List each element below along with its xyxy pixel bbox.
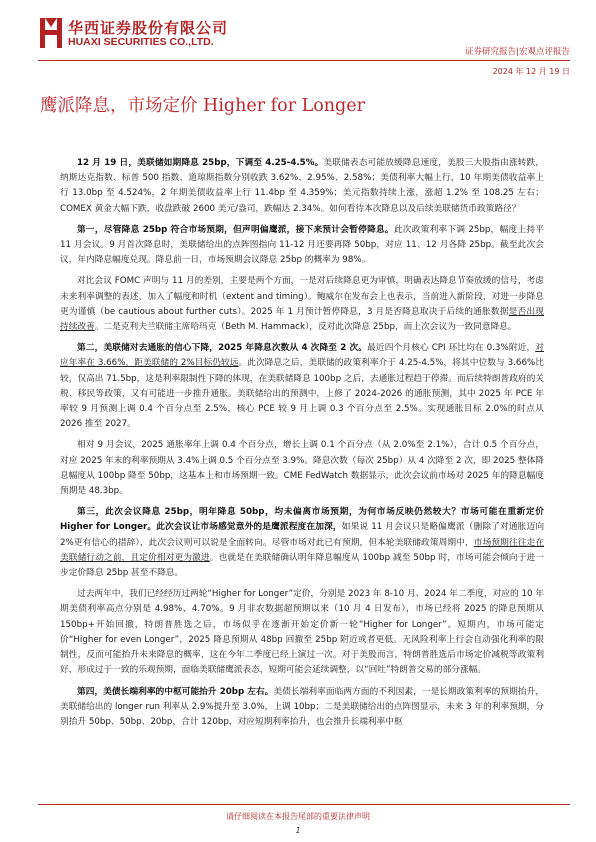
report-title: 鹰派降息，市场定价 Higher for Longer bbox=[40, 96, 365, 116]
paragraph-text: 对比会议 FOMC 声明与 11 月的差别，主要是两个方面，一是对后续降息更为审慎，明确表达降息节奏放缓的信号，考虑未来利率调整的表述，加入了幅度和时机（extent and timing）。鲍威尔在发布会上也表示，当前进入新阶段，对进一步降息更为谨慎（be cautious about further cuts）。2025 年 1 月预计暂停降息，3 月是否降息取决于后续的通胀数据 bbox=[60, 276, 544, 317]
paragraph-7: 过去两年中，我们已经经历过两轮“Higher for Longer”定价，分别是 2023 年 8-10 月、2024 年二季度，对应的 10 年期美债利率高点分别是 4.98%、4.70%。9 月非农数据超预期以来（10 月 4 日发布），市场已经将 2025 的降息预期从 150bp+开始回撤，特朗普胜选之后，市场似乎在逐渐开始定价新一轮“Higher for Longer”。短期内，市场可能定价“Higher for even Longer”，2025 降息预期从 48bp 回撤至 25bp 附近或者更低。无风险利率上行会自动强化利率的限制性，反而可能抬升未来降息的概率，这在今年二季度已经上演过一次。对于美股而言，特朗普胜选后市场定价减税等政策利好，形成过于一致的乐观预期，面临美联储鹰派表态，短期可能会延续调整，以“回吐”特朗普交易的部分涨幅。 bbox=[60, 589, 544, 676]
paragraph-text: 。此次降息之后，美联储的政策利率介于 4.25-4.5%，将其中位数与 3.66%比较，仅高出 71.5bp，这是利率限制性下降的体现，在美联储降息 100bp 之后，去通胀过程趋于停滞。而后续特朗普政府的关税、移民等政策，又有可能进一步推升通胀。美联储给出的预测中，上修了 2024-2026 的通胀预测，其中 2025 年 PCE 年率较 9 月预测上调 0.4 个百分点至 2.5%，核心 PCE 较 9 月上调 0.3 个百分点至 2.5%。实现通胀目标 2.0%的时点从 2026 推至 2027。 bbox=[60, 358, 544, 430]
underlined-text: 市场预期往往走在美联储行动之前，且定价相对更为激进 bbox=[60, 537, 545, 563]
paragraph-lead: 第一，尽管降息 25bp 符合市场预期，但声明偏鹰派，接下来预计会暂停降息。 bbox=[77, 224, 394, 235]
paragraph-6 bbox=[60, 505, 544, 581]
report-body bbox=[60, 156, 544, 736]
paragraph-lead: 12 月 19 日，美联储如期降息 25bp，下调至 4.25-4.5%。 bbox=[77, 158, 324, 168]
underlined-text: 对应年率在 3.66%，距美联储的 2%目标仍较远 bbox=[60, 343, 544, 369]
paragraph-text: 美联储表态可能放缓降息速度，美股三大股指由涨转跌，纳斯达克指数、标普 500 指数、道琼斯指数分别收跌 3.62%、2.95%、2.58%；美债利率大幅上行，10 年期美债收益率上行 13.0bp 至 4.524%，2 年期美债收益率上行 11.4bp 至 4.359%；美元指数持续上涨，涨超 1.2% 至 108.25 左右；COMEX 黄金大幅下跌，收盘跌破 2600 美元/盎司，跌幅达 2.34%。如何看待本次降息以及后续美联储货币政策路径？ bbox=[60, 158, 545, 214]
paragraph-lead: 第三，此次会议降息 25bp，明年降息 50bp，均未偏离市场预期，为何市场反映仍然较大？市场可能在重新定价 Higher for Longer。此次会议让市场感觉意外的是鹰派程度在加深， bbox=[60, 507, 544, 533]
company-name-en: HUAXI SECURITIES CO.,LTD. bbox=[68, 36, 214, 48]
paragraph-lead: 第二，美联储对去通胀的信心下降，2025 年降息次数从 4 次降至 2 次。 bbox=[77, 343, 368, 354]
paragraph-5: 相对 9 月会议，2025 通胀率年上调 0.4 个百分点，增长上调 0.1 个百分点（从 2.0%至 2.1%），合计 0.5 个百分点，对应 2025 年末的利率预期从 3.4%上调 0.5 个百分点至 3.9%。降息次数（每次 25bp）从 4 次降至 2 次，即 2025 整体降息幅度从 100bp 降至 50bp，这基本上和市场预期一致。CME FedWatch 数据显示，此次会议前市场对 2025 年的降息幅度预期是 48.3bp。 bbox=[60, 440, 544, 497]
paragraph-4 bbox=[60, 341, 544, 432]
paragraph-2 bbox=[60, 223, 544, 269]
paragraph-text: 。也就是在美联储确认明年降息幅度从 100bp 减至 50bp 时，市场可能会倾向于进一步定价降息 25bp 甚至不降息。 bbox=[60, 552, 545, 579]
paragraph-text: 美债长端利率面临两方面的不利因素，一是长期政策利率的预期抬升，美联储给出的 longer run 利率从 2.9%提升至 3.0%，上调 10bp；二是美联储给出的点阵图显示，未来 3 年的利率预期，分别抬升 50bp、50bp、20bp，合计 120bp，对应短期利率抬升，也会推升长端利率中枢 bbox=[60, 686, 545, 727]
paragraph-text: 此次政策利率下调 25bp，幅度上持平 11 月会议。9 月首次降息时，美联储给出的点阵图指向 11-12 月还要再降 50bp，对应 11、12 月各降 25bp。截至此次会议，年内降息幅度兑现。降息前一日，市场预期会议降息 25bp 的概率为 98%。 bbox=[60, 224, 544, 266]
paragraph-1 bbox=[60, 156, 544, 217]
legal-disclaimer: 请仔细阅读在本报告尾部的重要法律声明 bbox=[226, 812, 370, 821]
huaxi-logo-icon bbox=[40, 18, 62, 48]
paragraph-text: 最近四个月核心 CPI 环比均在 0.3%附近， bbox=[367, 343, 536, 354]
paragraph-3 bbox=[60, 274, 544, 335]
report-type: 证券研究报告|宏观点评报告 bbox=[465, 47, 570, 57]
page-number: 1 bbox=[295, 826, 301, 835]
header-divider bbox=[38, 60, 570, 61]
company-name-cn: 华西证券股份有限公司 bbox=[68, 19, 229, 37]
paragraph-lead: 第四，美债长端利率的中枢可能抬升 20bp 左右。 bbox=[77, 686, 274, 697]
paragraph-text: 。二是克利夫兰联储主席哈玛克（Beth M. Hammack），反对此次降息 25bp，而上次会议为一致同意降息。 bbox=[94, 322, 517, 333]
paragraph-text: 如果说 11 月会议只是略偏鹰派（删除了对通胀迈向 2%更有信心的措辞），此次会议则可以说是全面转向。尽管市场对此已有预期，但本轮美联储政策周期中， bbox=[60, 522, 545, 548]
underlined-text: 是否出现持续改善 bbox=[60, 306, 544, 333]
footer-divider bbox=[38, 804, 570, 805]
paragraph-8 bbox=[60, 685, 544, 731]
report-date: 2024 年 12 月 19 日 bbox=[492, 67, 570, 76]
